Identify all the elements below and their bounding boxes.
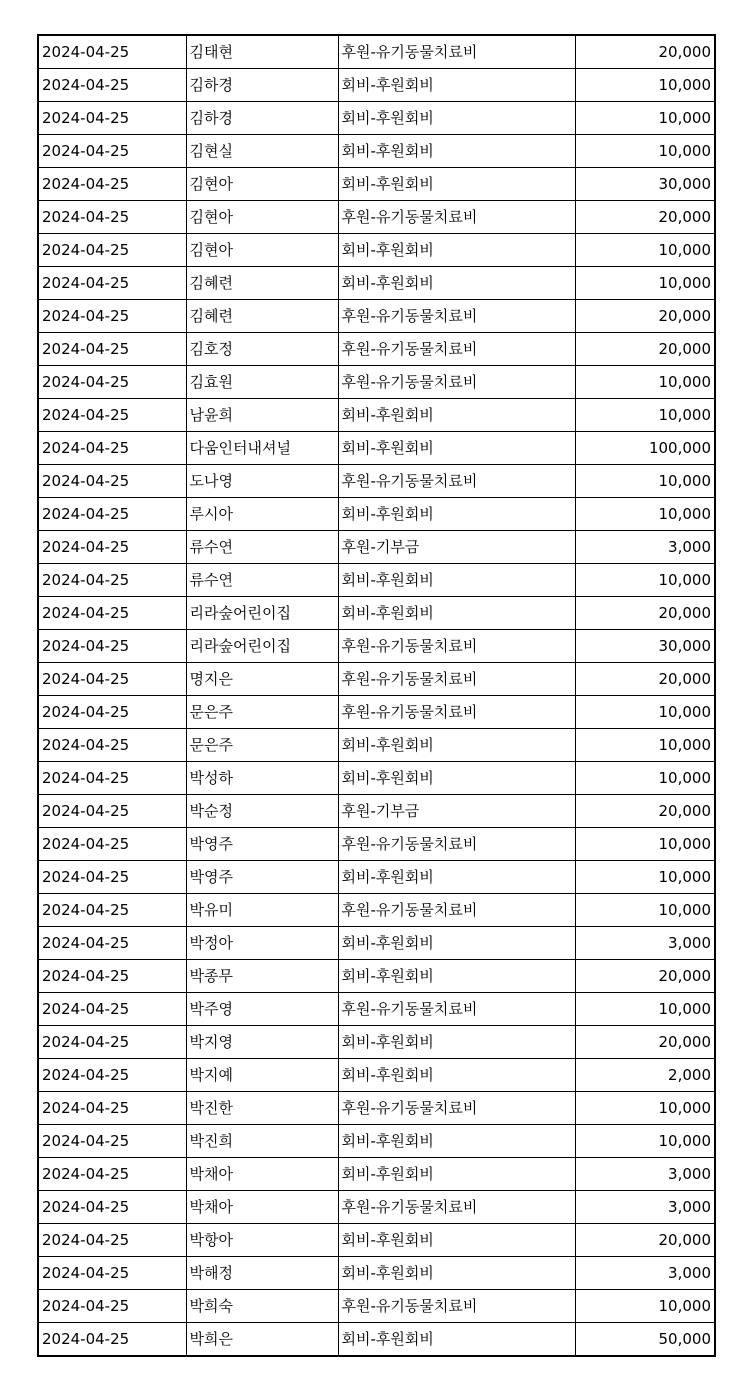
name-cell: 김호정 [186,332,338,365]
date-cell: 2024-04-25 [38,1257,186,1290]
table-row [38,695,715,728]
category-cell: 회비-후원회비 [338,761,575,794]
date-cell: 2024-04-25 [38,761,186,794]
category-cell: 회비-후원회비 [338,563,575,596]
amount-cell: 10,000 [575,893,715,926]
category-cell: 후원-기부금 [338,794,575,827]
name-cell: 남윤희 [186,398,338,431]
table-row [38,134,715,167]
name-cell: 박순정 [186,794,338,827]
date-cell: 2024-04-25 [38,266,186,299]
amount-cell: 10,000 [575,464,715,497]
name-cell: 박해정 [186,1257,338,1290]
table-row [38,959,715,992]
name-cell: 김현아 [186,200,338,233]
date-cell: 2024-04-25 [38,662,186,695]
name-cell: 박유미 [186,893,338,926]
name-cell: 김현아 [186,167,338,200]
date-cell: 2024-04-25 [38,629,186,662]
name-cell: 박항아 [186,1224,338,1257]
name-cell: 다움인터내셔널 [186,431,338,464]
name-cell: 박지예 [186,1058,338,1091]
amount-cell: 20,000 [575,200,715,233]
category-cell: 회비-후원회비 [338,431,575,464]
table-row [38,530,715,563]
table-row [38,563,715,596]
date-cell: 2024-04-25 [38,695,186,728]
table-row [38,497,715,530]
table-row [38,1158,715,1191]
date-cell: 2024-04-25 [38,893,186,926]
name-cell: 김효원 [186,365,338,398]
date-cell: 2024-04-25 [38,1125,186,1158]
name-cell: 류수연 [186,563,338,596]
table-row [38,266,715,299]
name-cell: 박영주 [186,827,338,860]
name-cell: 리라숲어린이집 [186,596,338,629]
category-cell: 회비-후원회비 [338,1158,575,1191]
date-cell: 2024-04-25 [38,167,186,200]
date-cell: 2024-04-25 [38,959,186,992]
amount-cell: 10,000 [575,68,715,101]
table-row [38,860,715,893]
category-cell: 회비-후원회비 [338,1323,575,1356]
name-cell: 박주영 [186,992,338,1025]
name-cell: 박채아 [186,1158,338,1191]
table-row [38,662,715,695]
name-cell: 박지영 [186,1025,338,1058]
amount-cell: 20,000 [575,662,715,695]
amount-cell: 10,000 [575,233,715,266]
category-cell: 회비-후원회비 [338,101,575,134]
category-cell: 후원-유기동물치료비 [338,992,575,1025]
date-cell: 2024-04-25 [38,926,186,959]
amount-cell: 10,000 [575,134,715,167]
table-row [38,596,715,629]
ledger-body [38,35,715,1356]
name-cell: 박정아 [186,926,338,959]
date-cell: 2024-04-25 [38,1224,186,1257]
date-cell: 2024-04-25 [38,596,186,629]
name-cell: 박영주 [186,860,338,893]
category-cell: 회비-후원회비 [338,68,575,101]
table-row [38,1290,715,1323]
date-cell: 2024-04-25 [38,200,186,233]
amount-cell: 10,000 [575,992,715,1025]
amount-cell: 100,000 [575,431,715,464]
name-cell: 문은주 [186,728,338,761]
amount-cell: 10,000 [575,827,715,860]
amount-cell: 10,000 [575,1125,715,1158]
category-cell: 후원-유기동물치료비 [338,1092,575,1125]
amount-cell: 10,000 [575,266,715,299]
table-row [38,431,715,464]
date-cell: 2024-04-25 [38,299,186,332]
date-cell: 2024-04-25 [38,992,186,1025]
name-cell: 루시아 [186,497,338,530]
table-row [38,629,715,662]
date-cell: 2024-04-25 [38,101,186,134]
table-row [38,1025,715,1058]
table-row [38,1224,715,1257]
category-cell: 후원-유기동물치료비 [338,1290,575,1323]
table-row [38,1125,715,1158]
amount-cell: 20,000 [575,299,715,332]
date-cell: 2024-04-25 [38,794,186,827]
name-cell: 리라숲어린이집 [186,629,338,662]
table-row [38,794,715,827]
category-cell: 회비-후원회비 [338,728,575,761]
category-cell: 회비-후원회비 [338,1224,575,1257]
table-row [38,365,715,398]
table-row [38,1257,715,1290]
amount-cell: 10,000 [575,365,715,398]
date-cell: 2024-04-25 [38,233,186,266]
amount-cell: 3,000 [575,1191,715,1224]
category-cell: 회비-후원회비 [338,398,575,431]
amount-cell: 3,000 [575,1257,715,1290]
table-row [38,332,715,365]
category-cell: 회비-후원회비 [338,1257,575,1290]
date-cell: 2024-04-25 [38,1092,186,1125]
table-row [38,464,715,497]
amount-cell: 50,000 [575,1323,715,1356]
date-cell: 2024-04-25 [38,365,186,398]
category-cell: 회비-후원회비 [338,860,575,893]
table-row [38,1323,715,1356]
category-cell: 후원-기부금 [338,530,575,563]
table-row [38,35,715,68]
amount-cell: 20,000 [575,794,715,827]
amount-cell: 3,000 [575,530,715,563]
category-cell: 후원-유기동물치료비 [338,464,575,497]
name-cell: 김태현 [186,35,338,68]
name-cell: 박성하 [186,761,338,794]
name-cell: 김혜련 [186,299,338,332]
category-cell: 후원-유기동물치료비 [338,299,575,332]
category-cell: 후원-유기동물치료비 [338,893,575,926]
category-cell: 회비-후원회비 [338,167,575,200]
date-cell: 2024-04-25 [38,68,186,101]
category-cell: 회비-후원회비 [338,266,575,299]
table-row [38,101,715,134]
date-cell: 2024-04-25 [38,1025,186,1058]
amount-cell: 10,000 [575,860,715,893]
amount-cell: 3,000 [575,1158,715,1191]
table-row [38,1058,715,1091]
table-row [38,761,715,794]
category-cell: 후원-유기동물치료비 [338,827,575,860]
amount-cell: 30,000 [575,629,715,662]
amount-cell: 10,000 [575,497,715,530]
amount-cell: 3,000 [575,926,715,959]
category-cell: 회비-후원회비 [338,233,575,266]
table-row [38,200,715,233]
date-cell: 2024-04-25 [38,497,186,530]
table-row [38,299,715,332]
category-cell: 회비-후원회비 [338,926,575,959]
amount-cell: 10,000 [575,101,715,134]
date-cell: 2024-04-25 [38,728,186,761]
category-cell: 회비-후원회비 [338,1025,575,1058]
amount-cell: 10,000 [575,563,715,596]
date-cell: 2024-04-25 [38,563,186,596]
name-cell: 김하경 [186,68,338,101]
amount-cell: 20,000 [575,1224,715,1257]
date-cell: 2024-04-25 [38,431,186,464]
name-cell: 김하경 [186,101,338,134]
amount-cell: 30,000 [575,167,715,200]
name-cell: 류수연 [186,530,338,563]
amount-cell: 10,000 [575,1092,715,1125]
amount-cell: 10,000 [575,761,715,794]
date-cell: 2024-04-25 [38,1158,186,1191]
table-row [38,1191,715,1224]
amount-cell: 20,000 [575,959,715,992]
category-cell: 후원-유기동물치료비 [338,35,575,68]
amount-cell: 10,000 [575,728,715,761]
date-cell: 2024-04-25 [38,332,186,365]
category-cell: 회비-후원회비 [338,1058,575,1091]
table-row [38,827,715,860]
amount-cell: 20,000 [575,596,715,629]
name-cell: 문은주 [186,695,338,728]
name-cell: 박종무 [186,959,338,992]
amount-cell: 20,000 [575,1025,715,1058]
table-row [38,233,715,266]
date-cell: 2024-04-25 [38,35,186,68]
category-cell: 후원-유기동물치료비 [338,629,575,662]
date-cell: 2024-04-25 [38,1191,186,1224]
category-cell: 후원-유기동물치료비 [338,662,575,695]
category-cell: 후원-유기동물치료비 [338,200,575,233]
name-cell: 명지은 [186,662,338,695]
amount-cell: 20,000 [575,332,715,365]
table-row [38,68,715,101]
amount-cell: 10,000 [575,398,715,431]
name-cell: 박희은 [186,1323,338,1356]
date-cell: 2024-04-25 [38,827,186,860]
name-cell: 도나영 [186,464,338,497]
date-cell: 2024-04-25 [38,1290,186,1323]
table-row [38,926,715,959]
table-row [38,398,715,431]
date-cell: 2024-04-25 [38,860,186,893]
category-cell: 후원-유기동물치료비 [338,332,575,365]
table-row [38,167,715,200]
amount-cell: 2,000 [575,1058,715,1091]
donation-ledger-table [37,34,716,1357]
category-cell: 후원-유기동물치료비 [338,1191,575,1224]
name-cell: 박채아 [186,1191,338,1224]
table-row [38,992,715,1025]
name-cell: 김혜련 [186,266,338,299]
category-cell: 회비-후원회비 [338,134,575,167]
category-cell: 회비-후원회비 [338,959,575,992]
category-cell: 회비-후원회비 [338,497,575,530]
table-row [38,728,715,761]
date-cell: 2024-04-25 [38,530,186,563]
category-cell: 회비-후원회비 [338,596,575,629]
date-cell: 2024-04-25 [38,1323,186,1356]
amount-cell: 10,000 [575,695,715,728]
category-cell: 후원-유기동물치료비 [338,695,575,728]
name-cell: 박진한 [186,1092,338,1125]
name-cell: 박희숙 [186,1290,338,1323]
date-cell: 2024-04-25 [38,134,186,167]
name-cell: 김현실 [186,134,338,167]
category-cell: 후원-유기동물치료비 [338,365,575,398]
name-cell: 김현아 [186,233,338,266]
date-cell: 2024-04-25 [38,1058,186,1091]
table-row [38,893,715,926]
table-row [38,1092,715,1125]
name-cell: 박진희 [186,1125,338,1158]
amount-cell: 20,000 [575,35,715,68]
date-cell: 2024-04-25 [38,398,186,431]
date-cell: 2024-04-25 [38,464,186,497]
category-cell: 회비-후원회비 [338,1125,575,1158]
amount-cell: 10,000 [575,1290,715,1323]
